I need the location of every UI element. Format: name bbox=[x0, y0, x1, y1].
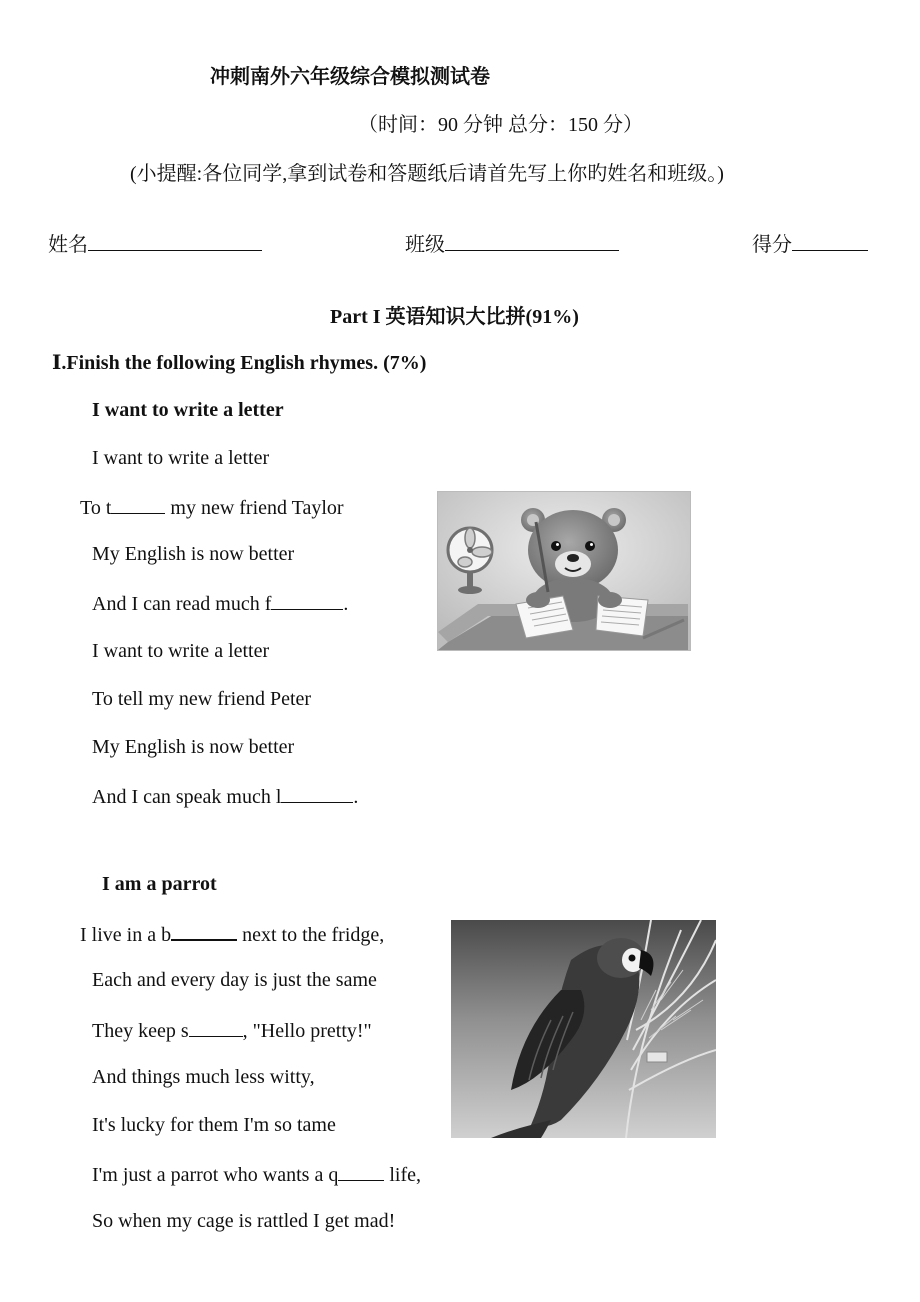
answer-blank[interactable] bbox=[281, 784, 353, 803]
poem2-line bbox=[92, 1162, 421, 1187]
poem2-line: Each and every day is just the same bbox=[92, 969, 377, 991]
line-text: And I can speak much l bbox=[92, 786, 282, 808]
poem2-line bbox=[92, 1018, 372, 1043]
name-field[interactable] bbox=[48, 228, 262, 257]
poem1-line: I want to write a letter bbox=[92, 447, 270, 469]
poem2-title: I am a parrot bbox=[102, 873, 217, 895]
score-label: 得分 bbox=[752, 234, 792, 256]
poem1-line: To tell my new friend Peter bbox=[92, 688, 312, 710]
answer-blank[interactable] bbox=[111, 495, 165, 514]
line-text: , "Hello pretty!" bbox=[242, 1020, 372, 1042]
line-text: I live in a b bbox=[80, 924, 172, 946]
poem1-line: My English is now better bbox=[92, 736, 295, 758]
poem2-line bbox=[80, 921, 384, 947]
reminder-note: (小提醒:各位同学,拿到试卷和答题纸后请首先写上你旳姓名和班级。) bbox=[130, 163, 724, 185]
poem1-line bbox=[92, 784, 358, 809]
part-title: Part I 英语知识大比拼(91%) bbox=[330, 306, 579, 328]
time-and-score-info: （时间：90 分钟 总分：150 分） bbox=[358, 114, 643, 136]
line-text: next to the fridge, bbox=[237, 924, 385, 946]
poem2-line: So when my cage is rattled I get mad! bbox=[92, 1210, 396, 1232]
parrot-image bbox=[451, 920, 716, 1138]
class-field[interactable] bbox=[405, 228, 619, 257]
exam-title: 冲刺南外六年级综合模拟测试卷 bbox=[210, 66, 490, 88]
line-text: . bbox=[353, 786, 359, 808]
line-text: . bbox=[343, 593, 349, 615]
poem1-line bbox=[80, 495, 344, 520]
class-label: 班级 bbox=[405, 234, 445, 256]
answer-blank[interactable] bbox=[271, 591, 343, 610]
name-blank[interactable] bbox=[88, 230, 262, 251]
name-label: 姓名 bbox=[48, 234, 88, 256]
line-text: life, bbox=[384, 1164, 421, 1186]
poem1-line: My English is now better bbox=[92, 543, 295, 565]
poem2-line: And things much less witty, bbox=[92, 1066, 315, 1088]
bear-writing-letter-image bbox=[437, 491, 691, 651]
answer-blank[interactable] bbox=[189, 1018, 243, 1037]
line-text: They keep s bbox=[92, 1020, 189, 1042]
class-blank[interactable] bbox=[445, 230, 619, 251]
answer-blank[interactable] bbox=[171, 921, 237, 941]
poem2-line: It's lucky for them I'm so tame bbox=[92, 1114, 336, 1136]
bear-illustration bbox=[438, 492, 690, 650]
poem1-line bbox=[92, 591, 348, 616]
parrot-illustration bbox=[451, 920, 716, 1138]
line-text: my new friend Taylor bbox=[165, 497, 344, 519]
answer-blank[interactable] bbox=[338, 1162, 384, 1181]
section-title: Ⅰ.Finish the following English rhymes. (7%) bbox=[52, 352, 427, 374]
score-field[interactable] bbox=[752, 228, 868, 257]
poem1-line: I want to write a letter bbox=[92, 640, 270, 662]
line-text: To t bbox=[80, 497, 112, 519]
score-blank[interactable] bbox=[792, 230, 868, 251]
line-text: I'm just a parrot who wants a q bbox=[92, 1164, 339, 1186]
line-text: And I can read much f bbox=[92, 593, 272, 615]
poem1-title: I want to write a letter bbox=[92, 399, 284, 421]
